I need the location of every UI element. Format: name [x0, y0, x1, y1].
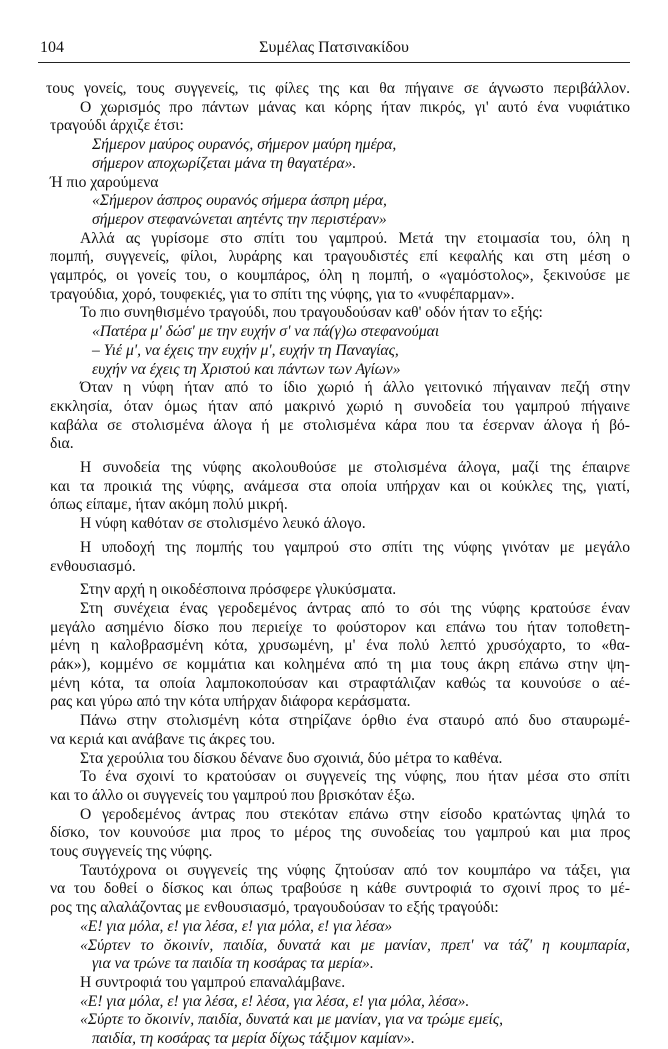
body-line: όπως είπαμε, ήταν ακόμη πολύ μικρή.	[50, 496, 288, 514]
body-line: Στα χερούλια του δίσκου δένανε δυο σχοινιά, δύο μέτρα το καθένα.	[80, 749, 503, 767]
body-line: να του δοθεί ο δίσκος και όπως τραβούσε η κάθε συντροφιά το σχοινί προς το μέ-	[50, 880, 630, 898]
body-line: Η συνοδεία της νύφης ακολουθούσε με στολισμένα άλογα, μαζί της έπαιρνε	[80, 459, 630, 476]
body-line: τραγούδι άρχιζε έτσι:	[50, 117, 184, 135]
body-line: δια.	[50, 435, 74, 453]
body-line: Ο χωρισμός προ πάντων μάνας και κόρης ήταν πικρός, γι' αυτό ένα νυφιάτικο	[80, 98, 630, 116]
body-line: δίσκο, τον κουνούσε μια προς το μέρος της συνοδείας του γαμπρού και μια προς	[50, 824, 630, 842]
page-number: 104	[40, 39, 64, 56]
body-line: Ή πιο χαρούμενα	[50, 173, 159, 191]
verse-line: – Υιέ μ', να έχεις την ευχήν μ', ευχήν τη Παναγίας,	[92, 341, 399, 359]
body-line: Η υποδοχή της πομπής του γαμπρού στο σπίτι της νύφης γινόταν με μεγάλο	[80, 538, 630, 556]
verse-line: «Σύρτε το ŏκοινίν, παιδία, δυνατά και με μανίαν, για να τρώμε εμείς,	[80, 1011, 504, 1029]
verse-line: «Ε! για μόλα, ε! για λέσα, ε! λέσα, για λέσα, ε! για μόλα, λέσα».	[80, 992, 470, 1010]
verse-line: για να τρώνε τα παιδία τη κοσάρας τα μερία».	[92, 955, 374, 973]
verse-line: «Σύρτεν το ŏκοινίν, παιδία, δυνατά και με μανίαν, πρεπ' να τάζ' η κουμπαρία,	[80, 936, 630, 954]
verse-line: «Σήμερον άσπρος ουρανός σήμερα άσπρη μέρα,	[92, 192, 387, 210]
body-line: πομπή, συγγενείς, φίλοι, λυράρης και τραγουδιστές επί κεφαλής και στη μέση ο	[50, 248, 630, 266]
header-rule	[38, 62, 630, 63]
body-line: εκκλησία, όταν όμως ήταν από μακρινό χωριό η συνοδεία του γαμπρού πήγαινε	[50, 397, 630, 415]
body-line: Το πιο συνηθισμένο τραγούδι, που τραγουδούσαν καθ' οδόν ήταν το εξής:	[80, 304, 543, 322]
body-line: Στη συνέχεια ένας γεροδεμένος άντρας από το σόι της νύφης κρατούσε έναν	[80, 599, 630, 617]
verse-line: Σήμερον μαύρος ουρανός, σήμερον μαύρη ημέρα,	[92, 136, 397, 154]
body-line: Πάνω στην στολισμένη κότα στηρίζανε όρθιο ένα σταυρό από δυο σταυρωμέ-	[80, 712, 630, 730]
body-line: ράκ»), κομμένο σε κομμάτια και κολημένα από τη μια τους άκρη επάνω στην ψη-	[50, 656, 630, 673]
body-line: μένη η καλοβρασμένη κότα, χρυσωμένη, μ' ένα πολύ λεπτό χρυσόχαρτο, το «θα-	[50, 637, 630, 655]
body-line: και το άλλο οι συγγενείς του γαμπρού που βρισκόταν έξω.	[50, 786, 416, 804]
body-line: Ταυτόχρονα οι συγγενείς της νύφης ζητούσαν από τον κουμπάρο να τάξει, για	[80, 861, 630, 879]
body-line: Όταν η νύφη ήταν από το ίδιο χωριό ή άλλο γειτονικό πήγαιναν πεζή στην	[80, 379, 630, 397]
verse-line: «Ε! για μόλα, ε! για λέσα, ε! για μόλα, ε! για λέσα»	[80, 917, 393, 935]
body-line: Η συντροφιά του γαμπρού επαναλάμβανε.	[80, 973, 346, 991]
body-line: να κεριά και ανάβανε τις άκρες του.	[50, 730, 276, 748]
body-line: και τα προικιά της νύφης, ανάμεσα στα οποία υπήρχαν και οι κούκλες της, γιατί,	[50, 477, 630, 495]
body-line: Στην αρχή η οικοδέσποινα πρόσφερε γλυκύσματα.	[80, 581, 397, 599]
body-line: τους γονείς, τους συγγενείς, τις φίλες της και θα πήγαινε σε άγνωστο περιβάλλον.	[46, 80, 630, 97]
body-line: μένη κότα, τα οποία λαμποκοπούσαν και στραφτάλιζαν καθώς τα κουνούσε ο αέ-	[50, 674, 630, 692]
verse-line: «Πατέρα μ' δώσ' με την ευχήν σ' να πά(γ)ω στεφανούμαι	[92, 323, 440, 341]
verse-line: σήμερον στεφανώνεται αητέντς την περιστέραν»	[92, 210, 387, 228]
body-line: ρας και γύρω από την κότα υπήρχαν διάφορα κεράσματα.	[50, 693, 411, 711]
body-line: τραγούδια, χορό, τουφεκιές, για το σπίτι της νύφης, για το «νυφέπαρμαν».	[50, 285, 515, 303]
running-head: Συμέλας Πατσινακίδου	[259, 39, 409, 56]
body-line: Η νύφη καθόταν σε στολισμένο λευκό άλογο.	[80, 515, 366, 533]
verse-line: ευχήν να έχεις τη Χριστού και πάντων των Αγίων»	[92, 360, 401, 378]
verse-line: σήμερον αποχωρίζεται μάνα τη θαγατέρα».	[92, 154, 357, 172]
body-line: γαμπρός, οι γονείς του, ο κουμπάρος, όλη η πομπή, ο «γαμόστολος», ξεκινούσε με	[50, 267, 630, 284]
body-line: τους συγγενείς της νύφης.	[50, 843, 213, 860]
verse-line: παιδία, τη κοσάρας τα μερία δίχως τάξιμον καμίαν».	[92, 1030, 415, 1047]
body-line: Το ένα σχοινί το κρατούσαν οι συγγενείς της νύφης, που ήταν μέσα στο σπίτι	[80, 768, 630, 786]
body-line: ρος της αλαλάζοντας με ενθουσιασμό, τραγουδούσαν το εξής τραγούδι:	[50, 899, 499, 917]
body-line: μεγάλο ασημένιο δίσκο που περιείχε το φούστορον και επάνω του ήταν τοποθετη-	[50, 618, 630, 636]
body-line: Ο γεροδεμένος άντρας που στεκόταν επάνω στην είσοδο κρατώντας ψηλά το	[80, 805, 630, 823]
body-line: Αλλά ας γυρίσομε στο σπίτι του γαμπρού. Μετά την ετοιμασία του, όλη η	[80, 229, 630, 247]
body-line: ενθουσιασμό.	[50, 557, 136, 575]
body-line: καβάλα σε στολισμένα άλογα ή με στολισμένα κάρα που τα έσερναν άλογα ή βό-	[50, 416, 630, 434]
